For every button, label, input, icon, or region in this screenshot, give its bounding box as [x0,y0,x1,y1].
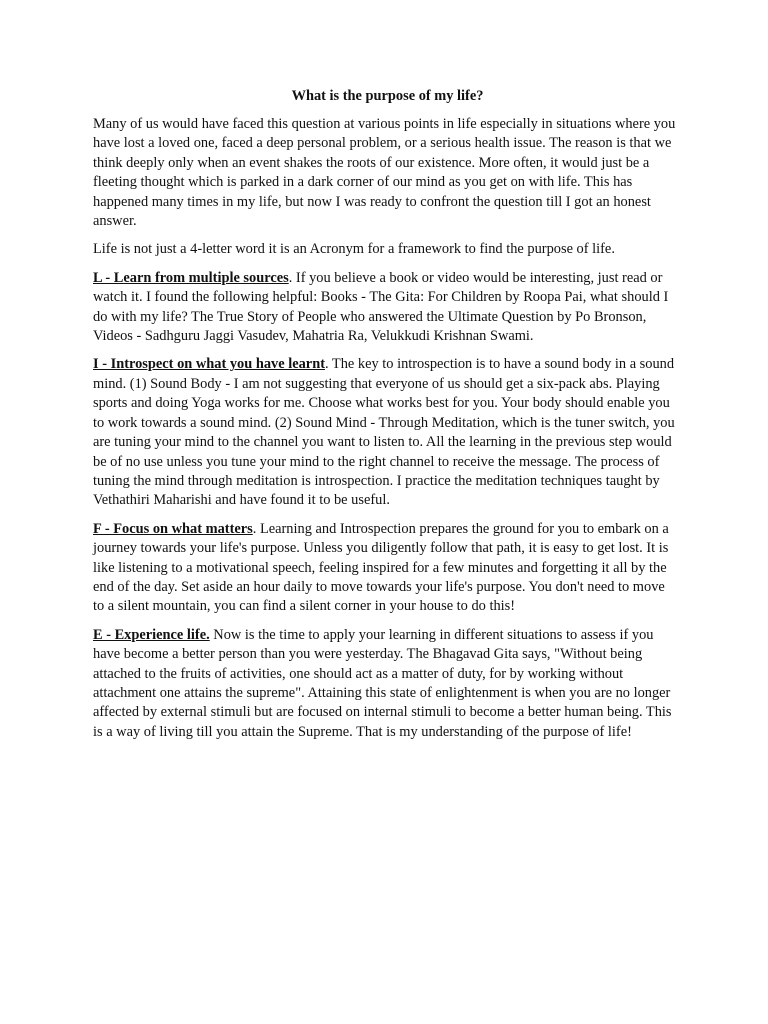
document-page [93,86,678,751]
section-introspect-body: . The key to introspection is to have a sound body in a sound mind. (1) Sound Body - I am not suggesting that everyone of us should get a six-pack abs. Playing sports and doing Yoga works for me. Choose what works best for you. Your body should enable you to work towards a sound mind. (2) Sound Mind - Through Meditation, which is the tuner switch, you are tuning your mind to the channel you want to listen to. All the learning in the previous step would be of no use unless you tune your mind to the right channel to receive the message. The process of tuning the mind through meditation is introspection. I practice the meditation techniques taught by Vethathiri Maharishi and have found it to be useful. [93,356,675,509]
section-learn-heading: L - Learn from multiple sources [93,269,289,286]
section-experience [93,626,678,742]
section-experience-heading: E - Experience life. [93,626,210,643]
page-title: What is the purpose of my life? [291,88,484,104]
section-learn-body: . If you believe a book or video would be interesting, just read or watch it. I found the following helpful: Books - The Gita: For Children by Roopa Pai, what should I do with my life? The True Story of People who answered the Ultimate Question by Po Bronson, Videos - Sadhguru Jaggi Vasudev, Mahatria Ra, Velukkudi Krishnan Swami. [93,269,669,345]
section-introspect [93,355,678,510]
intro-paragraph: Many of us would have faced this question at various points in life especially in situations where you have lost a loved one, faced a deep personal problem, or a serious health issue. The reason is that we think deeply only when an event shakes the roots of our existence. More often, it would just be a fleeting thought which is parked in a dark corner of our mind as you get on with life. This has happened many times in my life, but now I was ready to confront the question till I got an honest answer. [93,116,676,230]
section-introspect-heading: I - Introspect on what you have learnt [93,356,325,373]
section-focus-body: . Learning and Introspection prepares the ground for you to embark on a journey towards your life's purpose. Unless you diligently follow that path, it is easy to get lost. It is like listening to a motivational speech, feeling inspired for a few minutes and forgetting it all by the end of the day. Set aside an hour daily to move towards your life's purpose. You don't need to move to a silent mountain, you can find a silent corner in your house to do this! [93,520,669,615]
acronym-paragraph: Life is not just a 4-letter word it is an Acronym for a framework to find the purpose of life. [93,241,615,258]
section-focus [93,520,678,617]
section-learn [93,269,678,347]
section-focus-heading: F - Focus on what matters [93,520,253,537]
section-experience-body: Now is the time to apply your learning in different situations to assess if you have become a better person than you were yesterday. The Bhagavad Gita says, "Without being attached to the fruits of activities, one should act as a matter of duty, for by working without attachment one attains the supreme". Attaining this state of enlightenment is when you are no longer affected by external stimuli but are focused on internal stimuli to become a better human being. This is a way of living till you attain the Supreme. That is my understanding of the purpose of life! [93,626,672,740]
